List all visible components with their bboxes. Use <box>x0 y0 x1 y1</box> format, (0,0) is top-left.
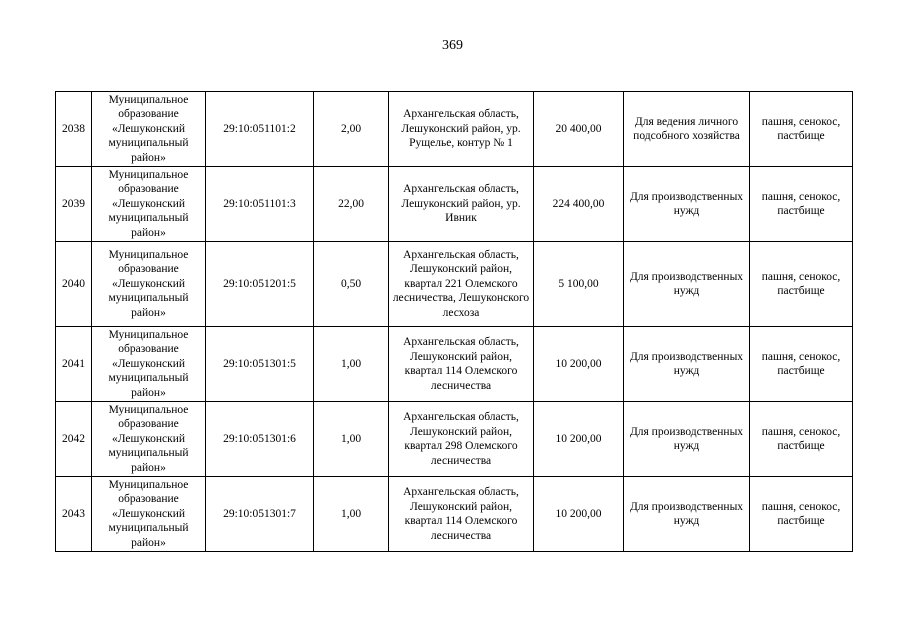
cadastral-value-cell: 10 200,00 <box>534 402 624 477</box>
area-cell: 1,00 <box>314 402 389 477</box>
cadastral-number-cell: 29:10:051301:5 <box>206 327 314 402</box>
purpose-cell: Для производственных нужд <box>624 242 750 327</box>
cadastral-value-cell: 224 400,00 <box>534 167 624 242</box>
owner-cell: Муниципальное образование «Лешуконский муниципальный район» <box>92 327 206 402</box>
land-type-cell: пашня, сенокос, пастбище <box>750 167 853 242</box>
area-cell: 22,00 <box>314 167 389 242</box>
land-type-cell: пашня, сенокос, пастбище <box>750 477 853 552</box>
table-row <box>56 92 853 167</box>
page-number: 369 <box>442 38 463 53</box>
table-row <box>56 242 853 327</box>
purpose-cell: Для производственных нужд <box>624 402 750 477</box>
cadastral-number-cell: 29:10:051301:6 <box>206 402 314 477</box>
address-cell: Архангельская область, Лешуконский район, квартал 298 Олемского лесничества <box>389 402 534 477</box>
land-type-cell: пашня, сенокос, пастбище <box>750 402 853 477</box>
area-cell: 1,00 <box>314 327 389 402</box>
cadastral-number-cell: 29:10:051101:2 <box>206 92 314 167</box>
address-cell: Архангельская область, Лешуконский район, ур. Ивник <box>389 167 534 242</box>
address-cell: Архангельская область, Лешуконский район, квартал 221 Олемского лесничества, Лешуконского лесхоза <box>389 242 534 327</box>
owner-cell: Муниципальное образование «Лешуконский муниципальный район» <box>92 477 206 552</box>
area-cell: 2,00 <box>314 92 389 167</box>
cadastral-value-cell: 5 100,00 <box>534 242 624 327</box>
purpose-cell: Для производственных нужд <box>624 477 750 552</box>
owner-cell: Муниципальное образование «Лешуконский муниципальный район» <box>92 402 206 477</box>
area-cell: 0,50 <box>314 242 389 327</box>
cadastral-value-cell: 20 400,00 <box>534 92 624 167</box>
table-row <box>56 167 853 242</box>
cadastral-number-cell: 29:10:051301:7 <box>206 477 314 552</box>
row-number: 2043 <box>56 477 92 552</box>
land-registry-table <box>55 91 853 552</box>
land-type-cell: пашня, сенокос, пастбище <box>750 327 853 402</box>
address-cell: Архангельская область, Лешуконский район, ур. Рущелье, контур № 1 <box>389 92 534 167</box>
row-number: 2040 <box>56 242 92 327</box>
purpose-cell: Для ведения личного подсобного хозяйства <box>624 92 750 167</box>
owner-cell: Муниципальное образование «Лешуконский муниципальный район» <box>92 92 206 167</box>
purpose-cell: Для производственных нужд <box>624 327 750 402</box>
row-number: 2041 <box>56 327 92 402</box>
row-number: 2042 <box>56 402 92 477</box>
address-cell: Архангельская область, Лешуконский район, квартал 114 Олемского лесничества <box>389 327 534 402</box>
land-type-cell: пашня, сенокос, пастбище <box>750 92 853 167</box>
table-row <box>56 402 853 477</box>
address-cell: Архангельская область, Лешуконский район, квартал 114 Олемского лесничества <box>389 477 534 552</box>
owner-cell: Муниципальное образование «Лешуконский муниципальный район» <box>92 242 206 327</box>
row-number: 2039 <box>56 167 92 242</box>
cadastral-number-cell: 29:10:051201:5 <box>206 242 314 327</box>
table-row <box>56 327 853 402</box>
cadastral-value-cell: 10 200,00 <box>534 477 624 552</box>
area-cell: 1,00 <box>314 477 389 552</box>
land-type-cell: пашня, сенокос, пастбище <box>750 242 853 327</box>
table-row <box>56 477 853 552</box>
purpose-cell: Для производственных нужд <box>624 167 750 242</box>
cadastral-number-cell: 29:10:051101:3 <box>206 167 314 242</box>
owner-cell: Муниципальное образование «Лешуконский муниципальный район» <box>92 167 206 242</box>
row-number: 2038 <box>56 92 92 167</box>
cadastral-value-cell: 10 200,00 <box>534 327 624 402</box>
